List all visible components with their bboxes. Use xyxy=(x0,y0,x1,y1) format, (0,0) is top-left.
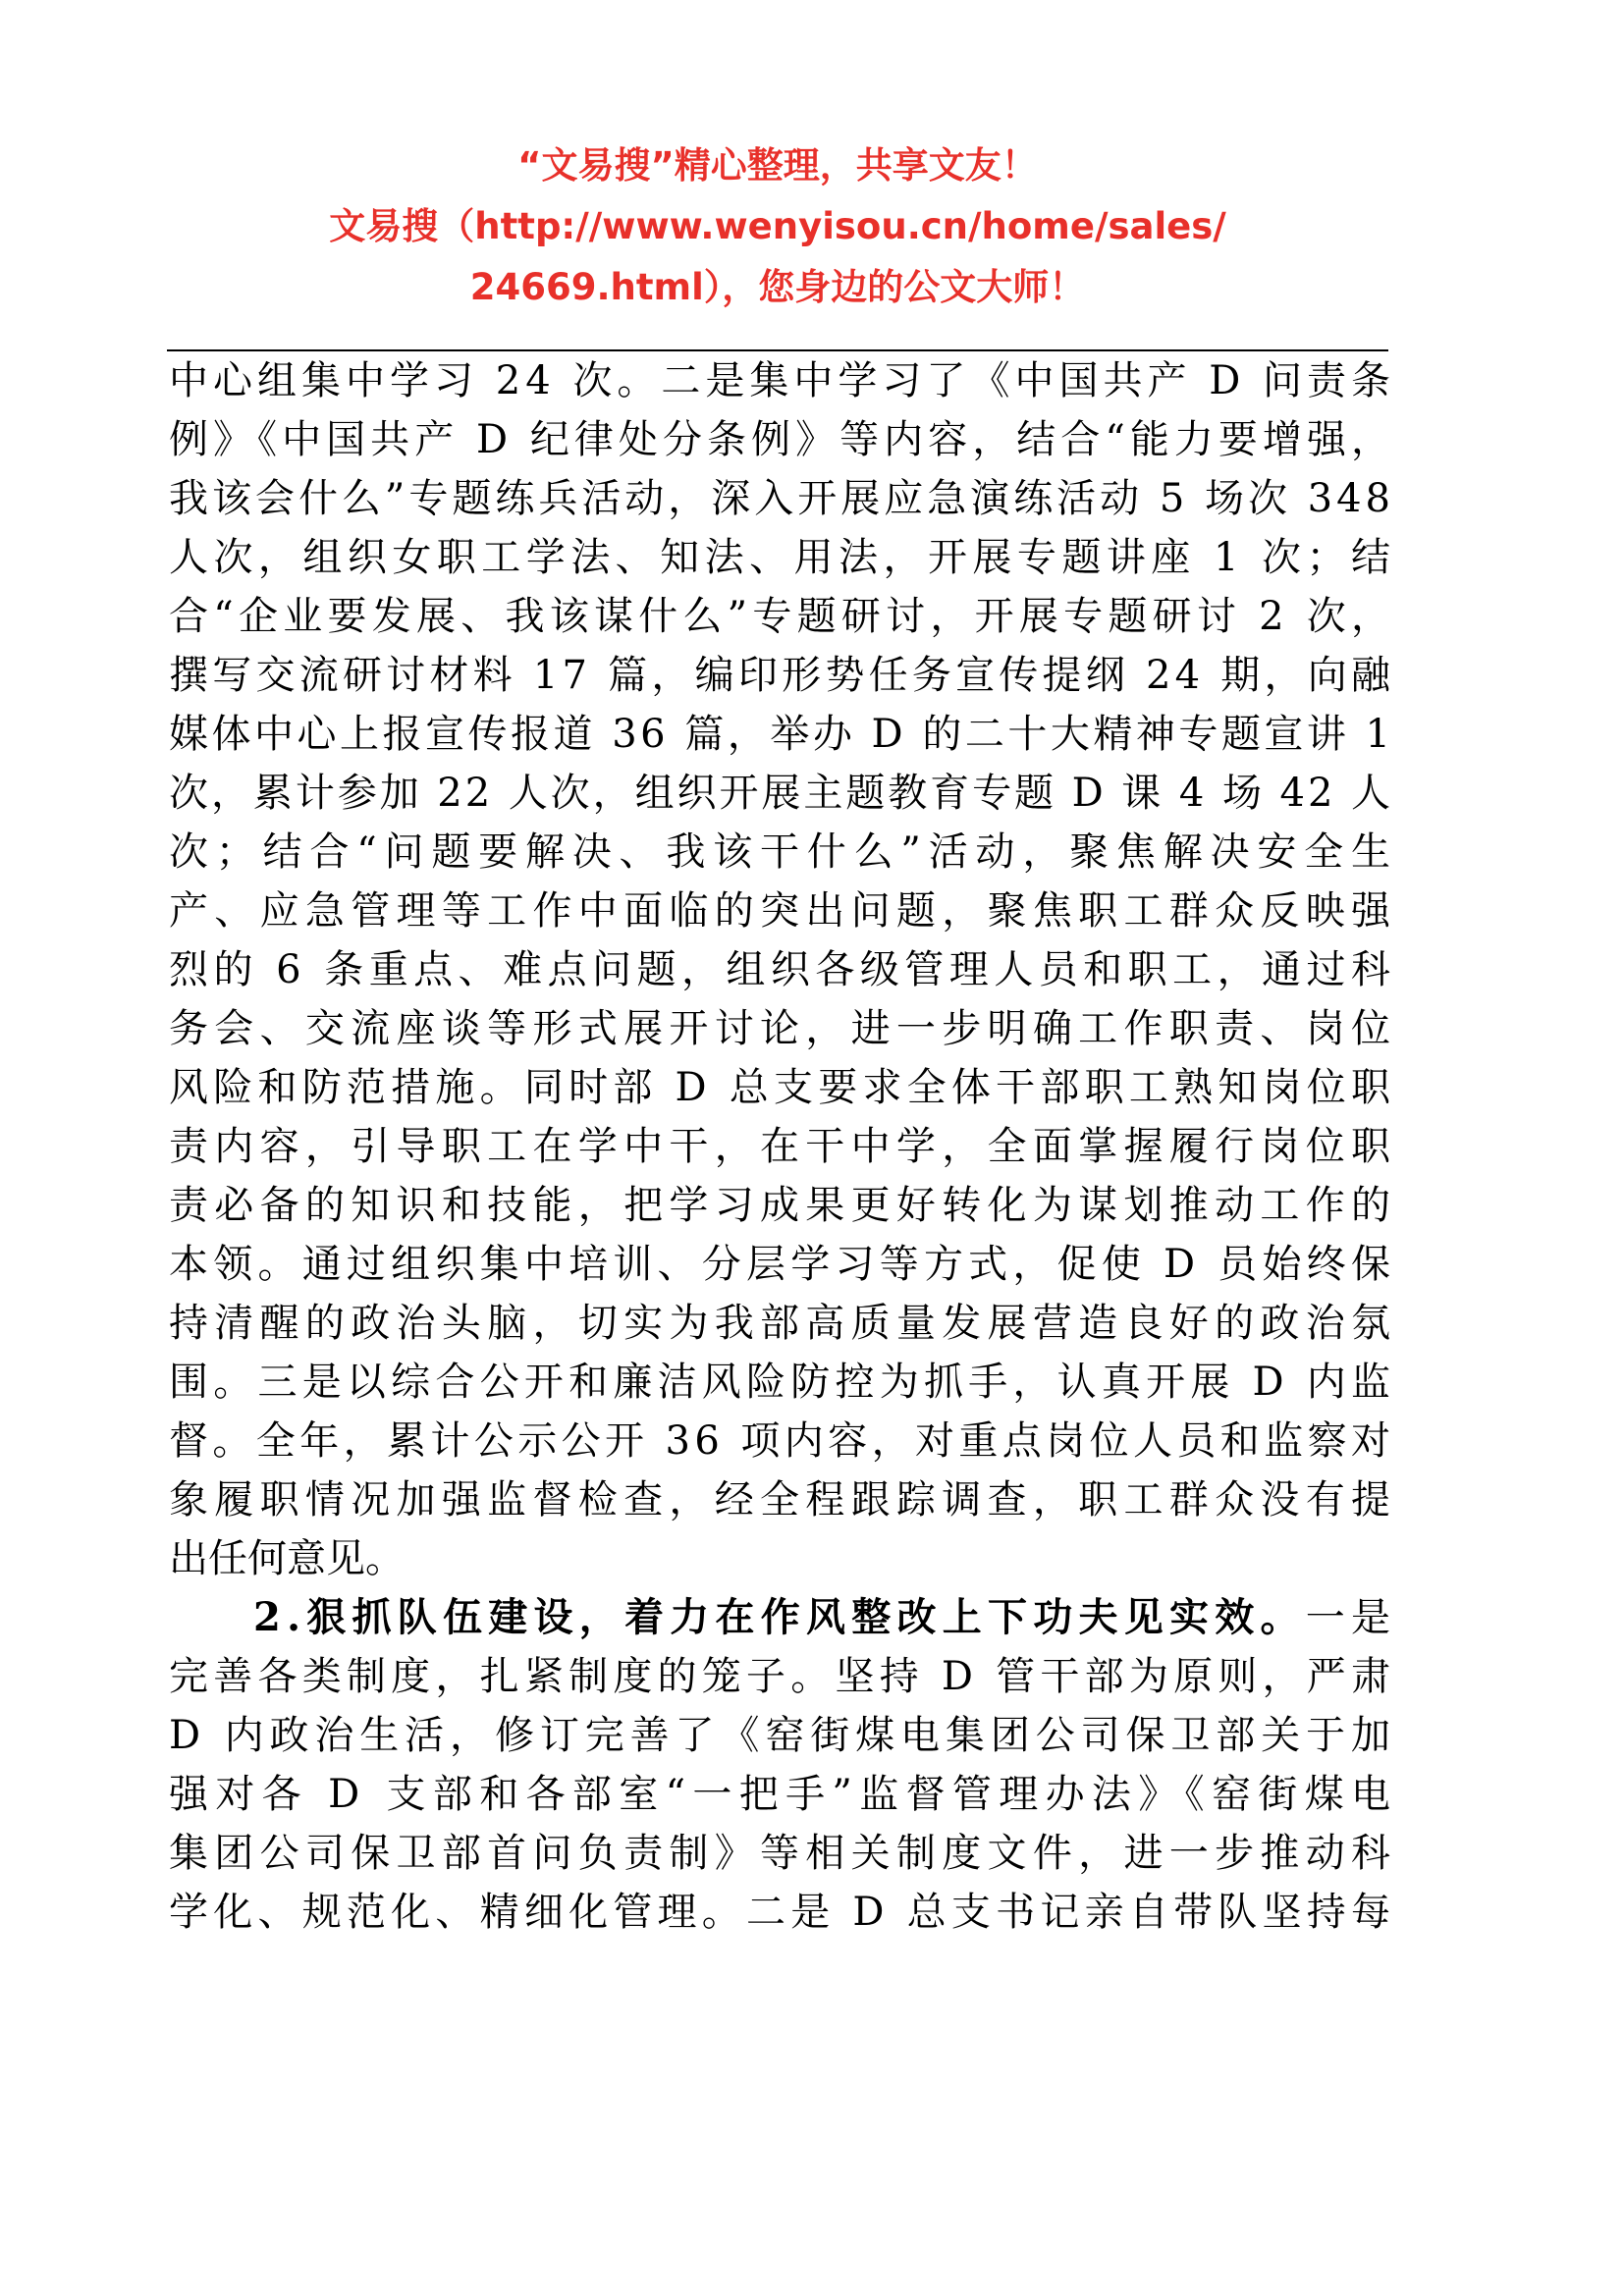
paragraph-line: D 内政治生活，修订完善了《窑街煤电集团公司保卫部关于加 xyxy=(169,1713,1396,1758)
paragraph-2 xyxy=(169,1588,1398,1942)
paragraph-line: 学化、规范化、精细化管理。二是 D 总支书记亲自带队坚持每 xyxy=(169,1890,1396,1935)
paragraph-line: 完善各类制度，扎紧制度的笼子。坚持 D 管干部为原则，严肃 xyxy=(169,1654,1396,1699)
paragraph-line: 象履职情况加强监督检查，经全程跟踪调查，职工群众没有提 xyxy=(169,1477,1397,1522)
paragraph-line: 强对各 D 支部和各部室“一把手”监督管理办法》《窑街煤电 xyxy=(169,1772,1398,1817)
paragraph-line: 人次，组织女职工学法、知法、用法，开展专题讲座 1 次；结 xyxy=(169,535,1396,580)
paragraph-line: 责内容，引导职工在学中干，在干中学，全面掌握履行岗位职 xyxy=(169,1124,1397,1169)
paragraph-line: 产、应急管理等工作中面临的突出问题，聚焦职工群众反映强 xyxy=(169,888,1397,934)
paragraph-line: 烈的 6 条重点、难点问题，组织各级管理人员和职工，通过科 xyxy=(169,947,1396,992)
header-line-3: 24669.html），您身边的公文大师！ xyxy=(469,266,1086,308)
paragraph-line: 例》《中国共产 D 纪律处分条例》等内容，结合“能力要增强， xyxy=(169,417,1396,462)
paragraph-line: 合“企业要发展、我该谋什么”专题研讨，开展专题研讨 2 次， xyxy=(169,594,1396,639)
paragraph-line: 围。三是以综合公开和廉洁风险防控为抓手，认真开展 D 内监 xyxy=(169,1360,1396,1405)
paragraph-line: 督。全年，累计公示公开 36 项内容，对重点岗位人员和监察对 xyxy=(169,1418,1395,1464)
paragraph-1 xyxy=(169,351,1398,1588)
paragraph-line: 次；结合“问题要解决、我该干什么”活动，聚焦解决安全生 xyxy=(169,829,1398,875)
paragraph-first-line xyxy=(169,1588,1397,1647)
section-heading-rest: 一是 xyxy=(1305,1595,1397,1640)
section-heading: 2.狠抓队伍建设，着力在作风整改上下功夫见实效。 xyxy=(253,1594,1306,1640)
header-line-1: “文易搜”精心整理，共享文友！ xyxy=(517,144,1038,187)
paragraph-line: 本领。通过组织集中培训、分层学习等方式，促使 D 员始终保 xyxy=(169,1242,1396,1287)
paragraph-line: 我该会什么”专题练兵活动，深入开展应急演练活动 5 场次 348 xyxy=(169,476,1394,521)
paragraph-line: 出任何意见。 xyxy=(169,1536,405,1581)
paragraph-line: 持清醒的政治头脑，切实为我部高质量发展营造良好的政治氛 xyxy=(169,1301,1397,1346)
watermark-header xyxy=(167,135,1388,318)
paragraph-line: 集团公司保卫部首问负责制》等相关制度文件，进一步推动科 xyxy=(169,1831,1397,1876)
paragraph-line: 次，累计参加 22 人次，组织开展主题教育专题 D 课 4 场 42 人 xyxy=(169,771,1393,816)
paragraph-line: 中心组集中学习 24 次。二是集中学习了《中国共产 D 问责条 xyxy=(169,358,1396,403)
paragraph-line: 风险和防范措施。同时部 D 总支要求全体干部职工熟知岗位职 xyxy=(169,1065,1396,1110)
paragraph-line: 责必备的知识和技能，把学习成果更好转化为谋划推动工作的 xyxy=(169,1183,1397,1228)
paragraph-line: 撰写交流研讨材料 17 篇，编印形势任务宣传提纲 24 期，向融 xyxy=(169,653,1395,698)
paragraph-line: 务会、交流座谈等形式展开讨论，进一步明确工作职责、岗位 xyxy=(169,1006,1397,1051)
header-line-2: 文易搜（http://www.wenyisou.cn/home/sales/ xyxy=(329,205,1226,247)
document-body xyxy=(169,351,1398,1942)
paragraph-line: 媒体中心上报宣传报道 36 篇，举办 D 的二十大精神专题宣讲 1 xyxy=(169,712,1394,757)
